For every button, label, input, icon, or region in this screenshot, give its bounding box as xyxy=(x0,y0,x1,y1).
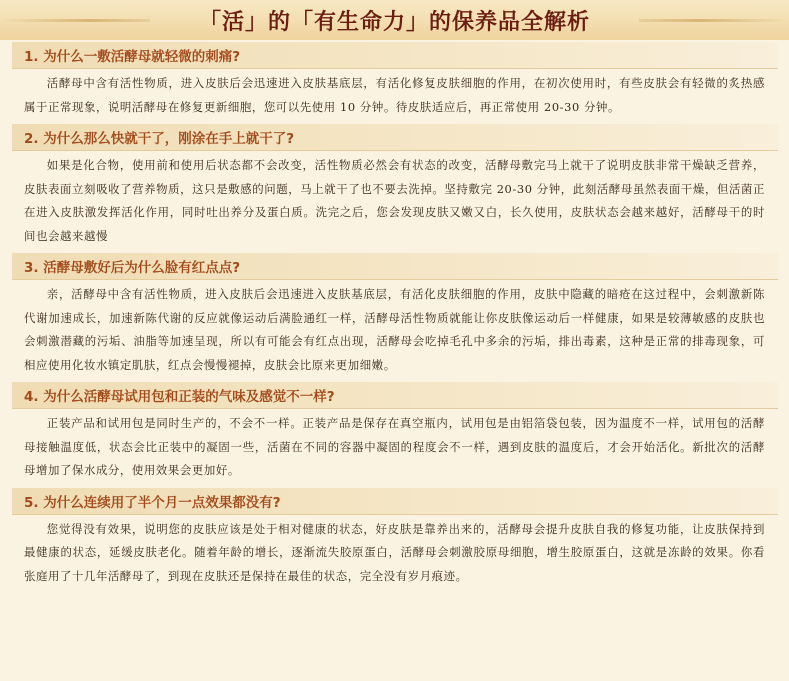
faq-question-bar xyxy=(12,253,778,280)
faq-list xyxy=(0,42,789,593)
faq-item-2 xyxy=(0,124,789,253)
faq-item-5 xyxy=(0,488,789,594)
page-header xyxy=(0,0,789,40)
faq-question: 3. 活酵母敷好后为什么脸有红点点? xyxy=(24,260,241,276)
faq-answer: 正装产品和试用包是同时生产的，不会不一样。正装产品是保存在真空瓶内，试用包是由铝箔袋包装，因为温度不一样，试用包的活酵母接触温度低，状态会比正装中的凝固一些，活菌在不同的容器中凝固的程度会不一样，遇到皮肤的温度后，才会开始活化。新批次的活酵母增加了保水成分，使用效果会更加好。 xyxy=(24,416,765,477)
faq-question-bar xyxy=(12,382,778,409)
faq-answer: 如果是化合物，使用前和使用后状态都不会改变，活性物质必然会有状态的改变，活酵母敷完马上就干了说明皮肤非常干燥缺乏营养，皮肤表面立刻吸收了营养物质，这只是敷感的问题，马上就干了也不要去洗掉。坚持敷完 20-30 分钟，此刻活酵母虽然表面干燥，但活菌正在进入皮肤激发挥活化作用，同时吐出养分及蛋白质。洗完之后，您会发现皮肤又嫩又白，长久使用，皮肤状态会越来越好，活酵母干的时间也会越来越慢 xyxy=(24,158,765,243)
faq-question-bar xyxy=(12,124,778,151)
faq-question-bar xyxy=(12,488,778,515)
faq-answer: 亲，活酵母中含有活性物质，进入皮肤后会迅速进入皮肤基底层，有活化皮肤细胞的作用，皮肤中隐藏的暗疮在这过程中，会刺激新陈代谢加速成长，加速新陈代谢的反应就像运动后满脸通红一样，活酵母活性物质就能让你皮肤像运动后一样健康，如果是较薄敏感的皮肤也会刺激潜藏的污垢、油脂等加速呈现，所以有可能会有红点出现，活酵母会吃掉毛孔中多余的污垢，排出毒素，这种是正常的排毒现象，可相应使用化妆水镇定肌肤，红点会慢慢褪掉，皮肤会比原来更加细嫩。 xyxy=(24,287,765,372)
faq-question: 1. 为什么一敷活酵母就轻微的刺痛? xyxy=(24,49,241,65)
faq-answer: 您觉得没有效果，说明您的皮肤应该是处于相对健康的状态，好皮肤是靠养出来的，活酵母会提升皮肤自我的修复功能，让皮肤保持到最健康的状态，延缓皮肤老化。随着年龄的增长，逐渐流失胶原蛋白，活酵母会刺激胶原母细胞，增生胶原蛋白，这就是冻龄的效果。你看张庭用了十几年活酵母了，到现在皮肤还是保持在最佳的状态，完全没有岁月痕迹。 xyxy=(24,521,765,583)
faq-item-3 xyxy=(0,253,789,382)
faq-question: 5. 为什么连续用了半个月一点效果都没有? xyxy=(24,494,281,511)
page-title: 「活」的「有生命力」的保养品全解析 xyxy=(198,9,590,35)
faq-question: 4. 为什么活酵母试用包和正装的气味及感觉不一样? xyxy=(24,389,335,405)
faq-question-bar xyxy=(12,42,778,69)
faq-item-1 xyxy=(0,42,789,124)
faq-answer: 活酵母中含有活性物质，进入皮肤后会迅速进入皮肤基底层，有活化修复皮肤细胞的作用，在初次使用时，有些皮肤会有轻微的炙热感属于正常现象，说明活酵母在修复更新细胞，您可以先使用 10 分钟。待皮肤适应后，再正常使用 20-30 分钟。 xyxy=(24,76,765,114)
faq-item-4 xyxy=(0,382,789,488)
faq-question: 2. 为什么那么快就干了，刚涂在手上就干了? xyxy=(24,131,295,147)
header-ornament-left xyxy=(0,19,150,22)
header-ornament-right xyxy=(639,19,789,22)
